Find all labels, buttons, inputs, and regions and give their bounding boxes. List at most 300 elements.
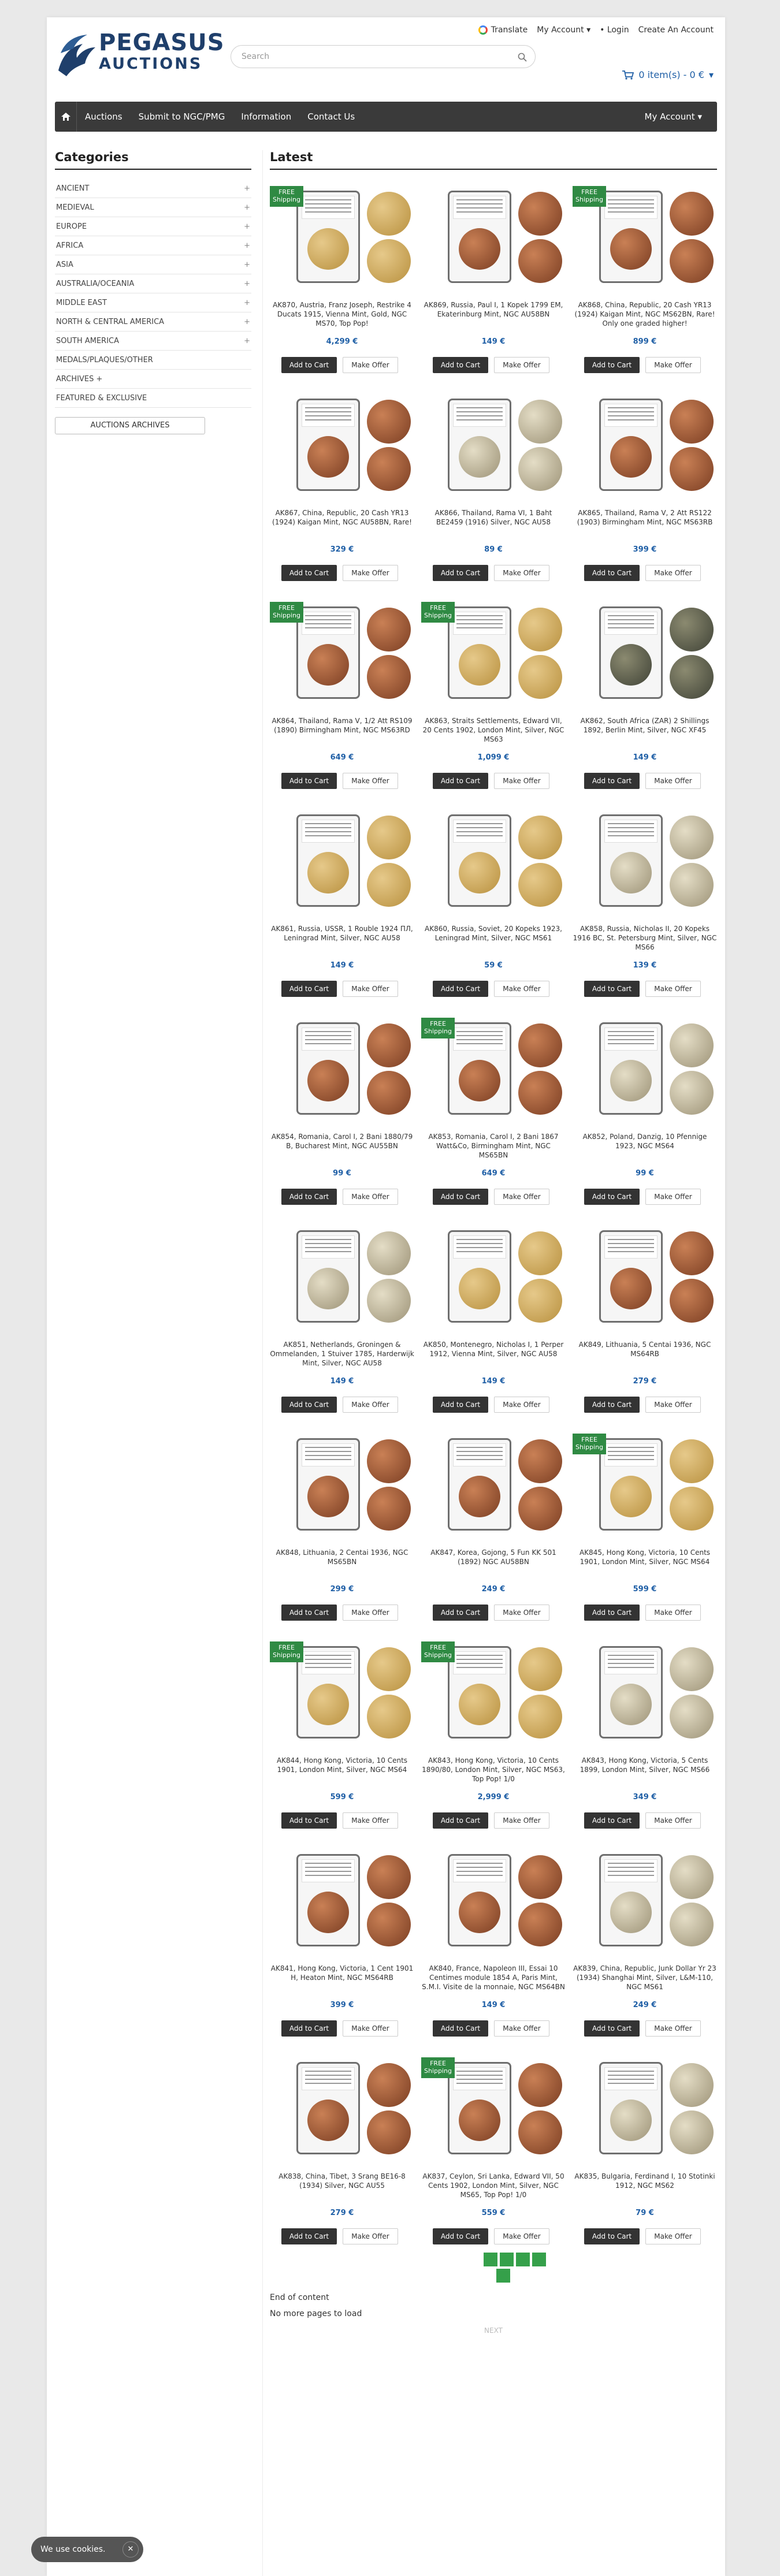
coin-reverse-image[interactable] [670, 2110, 714, 2154]
coin-obverse-image[interactable] [367, 816, 411, 859]
product-price: 599 € [330, 1793, 354, 1801]
slab-coin [459, 436, 500, 478]
category-item[interactable] [55, 332, 251, 351]
make-offer-button[interactable]: Make Offer [645, 357, 701, 373]
add-to-cart-button[interactable]: Add to Cart [281, 2020, 337, 2037]
product-card [270, 809, 414, 1005]
coin-reverse-image[interactable] [518, 1279, 562, 1323]
coin-reverse-image[interactable] [518, 1487, 562, 1531]
slab-label [453, 820, 506, 843]
product-title[interactable]: AK837, Ceylon, Sri Lanka, Edward VII, 50 Cents 1902, London Mint, Silver, NGC MS65, Top Pop! 1/0 [422, 2172, 564, 2199]
coin-obverse-image[interactable] [518, 1647, 562, 1691]
search-input[interactable] [231, 45, 536, 68]
product-title[interactable]: AK854, Romania, Carol I, 2 Bani 1880/79 B, Bucharest Mint, NGC AU55BN [271, 1133, 413, 1150]
category-item[interactable] [55, 255, 251, 274]
coin-obverse-image[interactable] [367, 1439, 411, 1483]
add-to-cart-button[interactable]: Add to Cart [433, 2228, 488, 2244]
category-item[interactable] [55, 293, 251, 312]
product-title[interactable]: AK843, Hong Kong, Victoria, 10 Cents 1890/80, London Mint, Silver, NGC MS63, Top Pop! 1/0 [422, 1756, 565, 1783]
product-card [573, 601, 717, 797]
expand-icon[interactable]: + [244, 298, 250, 307]
product-price: 649 € [330, 753, 354, 762]
product-price: 329 € [330, 545, 354, 554]
coin-reverse-image[interactable] [518, 2110, 562, 2154]
make-offer-button[interactable]: Make Offer [645, 565, 701, 581]
graded-coin-slab-image[interactable] [448, 1646, 511, 1739]
product-card [573, 1017, 717, 1213]
coin-reverse-image[interactable] [670, 1903, 714, 1946]
no-more-pages-text: No more pages to load [270, 2309, 362, 2318]
add-to-cart-button[interactable]: Add to Cart [281, 1605, 337, 1621]
graded-coin-slab-image[interactable] [296, 2062, 360, 2154]
product-card [421, 1017, 566, 1213]
product-title[interactable]: AK863, Straits Settlements, Edward VII, 20 Cents 1902, London Mint, Silver, NGC MS63 [422, 717, 564, 743]
coin-obverse-image[interactable] [518, 608, 562, 652]
page-title: Latest [270, 150, 717, 170]
category-label: ASIA [56, 260, 73, 269]
expand-icon[interactable]: + [244, 241, 250, 250]
slab-coin [459, 1684, 500, 1725]
coin-obverse-image[interactable] [670, 1023, 714, 1067]
slab-coin [610, 1892, 652, 1933]
product-title[interactable]: AK850, Montenegro, Nicholas I, 1 Perper 1912, Vienna Mint, Silver, NGC AU58 [423, 1341, 564, 1358]
close-icon[interactable]: ✕ [122, 2541, 139, 2558]
product-card [421, 1432, 566, 1629]
product-title[interactable]: AK848, Lithuania, 2 Centai 1936, NGC MS65BN [276, 1548, 408, 1566]
product-title[interactable]: AK843, Hong Kong, Victoria, 5 Cents 1899, London Mint, Silver, NGC MS66 [580, 1756, 710, 1774]
make-offer-button[interactable]: Make Offer [645, 2228, 701, 2244]
make-offer-button[interactable]: Make Offer [494, 1189, 549, 1205]
nav-my-account[interactable] [645, 111, 702, 122]
make-offer-button[interactable]: Make Offer [494, 1605, 549, 1621]
make-offer-button[interactable]: Make Offer [645, 773, 701, 789]
graded-coin-slab-image[interactable] [448, 191, 511, 283]
add-to-cart-button[interactable]: Add to Cart [433, 1605, 488, 1621]
coin-obverse-image[interactable] [670, 400, 714, 444]
slab-label [302, 196, 355, 219]
next-button[interactable]: NEXT [484, 2326, 503, 2335]
slab-label [302, 820, 355, 843]
product-title[interactable]: AK840, France, Napoleon III, Essai 10 Centimes module 1854 A, Paris Mint, S.M.I. Visite de la monnaie, NGC MS64BN [422, 1964, 565, 1991]
free-shipping-badge [270, 186, 303, 207]
make-offer-button[interactable]: Make Offer [343, 357, 398, 373]
page-link[interactable] [496, 2269, 510, 2283]
make-offer-button[interactable]: Make Offer [645, 1812, 701, 1829]
free-label: FREE [430, 1020, 446, 1028]
add-to-cart-button[interactable]: Add to Cart [433, 1397, 488, 1413]
add-to-cart-button[interactable]: Add to Cart [584, 1812, 640, 1829]
coin-reverse-image[interactable] [367, 1487, 411, 1531]
slab-coin [307, 228, 349, 270]
coin-reverse-image[interactable] [367, 863, 411, 907]
expand-icon[interactable]: + [244, 317, 250, 326]
coin-reverse-image[interactable] [518, 1071, 562, 1115]
graded-coin-slab-image[interactable] [448, 1022, 511, 1115]
coin-obverse-image[interactable] [367, 1647, 411, 1691]
graded-coin-slab-image[interactable] [296, 606, 360, 699]
make-offer-button[interactable]: Make Offer [343, 981, 398, 997]
coin-reverse-image[interactable] [670, 239, 714, 283]
add-to-cart-button[interactable]: Add to Cart [433, 565, 488, 581]
slab-coin [610, 852, 652, 894]
add-to-cart-button[interactable]: Add to Cart [281, 1812, 337, 1829]
add-to-cart-button[interactable]: Add to Cart [584, 1397, 640, 1413]
product-card [270, 601, 414, 797]
cart-summary: 0 item(s) - 0 € [638, 69, 704, 80]
graded-coin-slab-image[interactable] [296, 399, 360, 491]
add-to-cart-button[interactable]: Add to Cart [584, 357, 640, 373]
slab-coin [459, 228, 500, 270]
product-price: 559 € [481, 2209, 506, 2217]
graded-coin-slab-image[interactable] [599, 606, 663, 699]
my-account-link[interactable] [537, 25, 590, 35]
slab-label [302, 612, 355, 635]
coin-reverse-image[interactable] [518, 655, 562, 699]
graded-coin-slab-image[interactable] [296, 1646, 360, 1739]
make-offer-button[interactable]: Make Offer [343, 773, 398, 789]
coin-obverse-image[interactable] [367, 192, 411, 236]
coin-obverse-image[interactable] [670, 1855, 714, 1899]
product-title[interactable]: AK852, Poland, Danzig, 10 Pfennige 1923, NGC MS64 [582, 1133, 707, 1150]
make-offer-button[interactable]: Make Offer [645, 981, 701, 997]
slab-label [302, 1859, 355, 1882]
header [47, 17, 725, 98]
auctions-archives-button[interactable]: AUCTIONS ARCHIVES [55, 417, 205, 434]
make-offer-button[interactable]: Make Offer [343, 2228, 398, 2244]
page-link[interactable] [532, 2253, 546, 2266]
cookie-notice [31, 2537, 143, 2562]
make-offer-button[interactable]: Make Offer [343, 1189, 398, 1205]
product-title[interactable]: AK853, Romania, Carol I, 2 Bani 1867 Watt&Co, Birmingham Mint, NGC MS65BN [428, 1133, 559, 1159]
add-to-cart-button[interactable]: Add to Cart [584, 981, 640, 997]
coin-obverse-image[interactable] [518, 400, 562, 444]
add-to-cart-button[interactable]: Add to Cart [281, 981, 337, 997]
graded-coin-slab-image[interactable] [296, 814, 360, 907]
shipping-label: Shipping [424, 2067, 452, 2075]
coin-obverse-image[interactable] [670, 608, 714, 652]
make-offer-button[interactable]: Make Offer [343, 565, 398, 581]
shipping-label: Shipping [273, 196, 300, 203]
graded-coin-slab-image[interactable] [599, 1438, 663, 1531]
make-offer-button[interactable]: Make Offer [494, 1397, 549, 1413]
category-label: SOUTH AMERICA [56, 336, 120, 345]
expand-icon[interactable]: + [244, 184, 250, 193]
graded-coin-slab-image[interactable] [599, 2062, 663, 2154]
product-price: 249 € [633, 2001, 657, 2009]
coin-reverse-image[interactable] [670, 1071, 714, 1115]
free-shipping-badge [421, 602, 455, 623]
product-card [421, 1224, 566, 1421]
graded-coin-slab-image[interactable] [448, 1230, 511, 1323]
expand-icon[interactable]: + [244, 279, 250, 288]
coin-reverse-image[interactable] [670, 1695, 714, 1739]
category-item[interactable] [55, 312, 251, 332]
make-offer-button[interactable]: Make Offer [494, 1812, 549, 1829]
coin-reverse-image[interactable] [518, 863, 562, 907]
coin-reverse-image[interactable] [670, 1487, 714, 1531]
slab-label [302, 404, 355, 427]
coin-obverse-image[interactable] [518, 2063, 562, 2107]
make-offer-button[interactable]: Make Offer [343, 1397, 398, 1413]
coin-obverse-image[interactable] [518, 1855, 562, 1899]
nav-item-submit[interactable]: Submit to NGC/PMG [138, 111, 225, 122]
product-title[interactable]: AK866, Thailand, Rama VI, 1 Baht BE2459 (1916) Silver, NGC AU58 [434, 509, 552, 526]
add-to-cart-button[interactable]: Add to Cart [584, 2020, 640, 2037]
product-price: 279 € [633, 1377, 657, 1386]
make-offer-button[interactable]: Make Offer [494, 981, 549, 997]
product-title[interactable]: AK860, Russia, Soviet, 20 Kopeks 1923, Leningrad Mint, Silver, NGC MS61 [424, 925, 562, 942]
graded-coin-slab-image[interactable] [448, 814, 511, 907]
page-link[interactable] [500, 2253, 514, 2266]
coin-obverse-image[interactable] [367, 1023, 411, 1067]
graded-coin-slab-image[interactable] [448, 399, 511, 491]
make-offer-button[interactable]: Make Offer [494, 2020, 549, 2037]
slab-coin [459, 1268, 500, 1309]
product-title[interactable]: AK862, South Africa (ZAR) 2 Shillings 1892, Berlin Mint, Silver, NGC XF45 [580, 717, 710, 734]
graded-coin-slab-image[interactable] [599, 399, 663, 491]
graded-coin-slab-image[interactable] [296, 1854, 360, 1946]
category-item[interactable] [55, 217, 251, 236]
make-offer-button[interactable]: Make Offer [645, 1605, 701, 1621]
coin-obverse-image[interactable] [518, 192, 562, 236]
slab-coin [610, 644, 652, 686]
product-card [270, 185, 414, 381]
graded-coin-slab-image[interactable] [448, 606, 511, 699]
page-link[interactable] [516, 2253, 530, 2266]
free-shipping-badge [270, 602, 303, 623]
nav-item-auctions[interactable]: Auctions [85, 111, 122, 122]
slab-coin [459, 1476, 500, 1517]
coin-reverse-image[interactable] [367, 1903, 411, 1946]
category-item[interactable] [55, 198, 251, 217]
coin-obverse-image[interactable] [367, 1855, 411, 1899]
slab-label [302, 2067, 355, 2090]
graded-coin-slab-image[interactable] [296, 1022, 360, 1115]
coin-obverse-image[interactable] [367, 1231, 411, 1275]
category-label: ARCHIVES + [56, 374, 103, 384]
coin-obverse-image[interactable] [518, 1439, 562, 1483]
slab-coin [307, 852, 349, 894]
make-offer-button[interactable]: Make Offer [494, 565, 549, 581]
add-to-cart-button[interactable]: Add to Cart [584, 2228, 640, 2244]
graded-coin-slab-image[interactable] [296, 1438, 360, 1531]
add-to-cart-button[interactable]: Add to Cart [433, 2020, 488, 2037]
add-to-cart-button[interactable]: Add to Cart [433, 1812, 488, 1829]
product-title[interactable]: AK867, China, Republic, 20 Cash YR13 (1924) Kaigan Mint, NGC AU58BN, Rare! [272, 509, 412, 526]
add-to-cart-button[interactable]: Add to Cart [281, 2228, 337, 2244]
expand-icon[interactable]: + [244, 260, 250, 269]
category-item[interactable] [55, 370, 251, 389]
product-card [573, 1224, 717, 1421]
add-to-cart-button[interactable]: Add to Cart [433, 1189, 488, 1205]
product-card [573, 185, 717, 381]
nav-item-information[interactable]: Information [241, 111, 292, 122]
coin-reverse-image[interactable] [367, 1279, 411, 1323]
product-title[interactable]: AK849, Lithuania, 5 Centai 1936, NGC MS64RB [578, 1341, 711, 1358]
shopping-cart-icon [622, 70, 634, 80]
coin-obverse-image[interactable] [367, 608, 411, 652]
graded-coin-slab-image[interactable] [599, 191, 663, 283]
coin-obverse-image[interactable] [518, 1231, 562, 1275]
graded-coin-slab-image[interactable] [296, 191, 360, 283]
search-icon[interactable] [518, 53, 527, 62]
coin-obverse-image[interactable] [367, 400, 411, 444]
slab-coin [610, 1476, 652, 1517]
free-label: FREE [581, 1436, 597, 1443]
product-title[interactable]: AK847, Korea, Gojong, 5 Fun KK 501 (1892) NGC AU58BN [430, 1548, 556, 1566]
product-title[interactable]: AK839, China, Republic, Junk Dollar Yr 23 (1934) Shanghai Mint, Silver, L&M-110, NGC MS61 [573, 1964, 716, 1991]
category-item[interactable] [55, 351, 251, 370]
free-shipping-badge [421, 2057, 455, 2078]
add-to-cart-button[interactable]: Add to Cart [584, 1189, 640, 1205]
make-offer-button[interactable]: Make Offer [343, 1812, 398, 1829]
product-title[interactable]: AK844, Hong Kong, Victoria, 10 Cents 1901, London Mint, Silver, NGC MS64 [276, 1756, 408, 1774]
product-price: 2,999 € [477, 1793, 510, 1801]
graded-coin-slab-image[interactable] [599, 1022, 663, 1115]
expand-icon[interactable]: + [244, 336, 250, 345]
graded-coin-slab-image[interactable] [599, 814, 663, 907]
add-to-cart-button[interactable]: Add to Cart [281, 1189, 337, 1205]
category-item[interactable] [55, 389, 251, 408]
slab-label [604, 1235, 658, 1259]
graded-coin-slab-image[interactable] [448, 1438, 511, 1531]
make-offer-button[interactable]: Make Offer [494, 357, 549, 373]
make-offer-button[interactable]: Make Offer [645, 1397, 701, 1413]
nav-item-contact[interactable]: Contact Us [307, 111, 355, 122]
graded-coin-slab-image[interactable] [599, 1646, 663, 1739]
coin-reverse-image[interactable] [518, 1695, 562, 1739]
coin-reverse-image[interactable] [518, 239, 562, 283]
shipping-label: Shipping [273, 1651, 300, 1659]
add-to-cart-button[interactable]: Add to Cart [433, 773, 488, 789]
slab-label [604, 1651, 658, 1674]
product-card [270, 2056, 414, 2253]
coin-reverse-image[interactable] [670, 655, 714, 699]
coin-reverse-image[interactable] [367, 2110, 411, 2154]
slab-label [604, 612, 658, 635]
coin-reverse-image[interactable] [367, 1695, 411, 1739]
add-to-cart-button[interactable]: Add to Cart [281, 565, 337, 581]
graded-coin-slab-image[interactable] [296, 1230, 360, 1323]
product-title[interactable]: AK845, Hong Kong, Victoria, 10 Cents 1901, London Mint, Silver, NGC MS64 [579, 1548, 711, 1566]
graded-coin-slab-image[interactable] [448, 2062, 511, 2154]
product-title[interactable]: AK865, Thailand, Rama V, 2 Att RS122 (1903) Birmingham Mint, NGC MS63RB [577, 509, 713, 526]
slab-coin [307, 644, 349, 686]
caret-down-icon: ▾ [708, 69, 714, 80]
product-title[interactable]: AK861, Russia, USSR, 1 Rouble 1924 ПЛ, Leningrad Mint, Silver, NGC AU58 [271, 925, 413, 942]
free-label: FREE [581, 188, 597, 196]
product-price: 99 € [333, 1169, 351, 1178]
add-to-cart-button[interactable]: Add to Cart [584, 565, 640, 581]
product-title[interactable]: AK868, China, Republic, 20 Cash YR13 (1924) Kaigan Mint, NGC MS62BN, Rare! Only one graded higher! [574, 301, 715, 327]
product-title[interactable]: AK869, Russia, Paul I, 1 Kopek 1799 EM, Ekaterinburg Mint, NGC AU58BN [424, 301, 563, 318]
coin-obverse-image[interactable] [367, 2063, 411, 2107]
coin-reverse-image[interactable] [367, 239, 411, 283]
make-offer-button[interactable]: Make Offer [645, 2020, 701, 2037]
product-card [573, 809, 717, 1005]
product-price: 79 € [636, 2209, 654, 2217]
add-to-cart-button[interactable]: Add to Cart [281, 1397, 337, 1413]
slab-label [604, 196, 658, 219]
product-title[interactable]: AK864, Thailand, Rama V, 1/2 Att RS109 (1890) Birmingham Mint, NGC MS63RD [272, 717, 413, 734]
translate-link[interactable] [478, 25, 528, 35]
product-title[interactable]: AK870, Austria, Franz Joseph, Restrike 4 Ducats 1915, Vienna Mint, Gold, NGC MS70, Top Pop! [273, 301, 411, 327]
add-to-cart-button[interactable]: Add to Cart [433, 357, 488, 373]
graded-coin-slab-image[interactable] [448, 1854, 511, 1946]
page-link[interactable] [484, 2253, 497, 2266]
graded-coin-slab-image[interactable] [599, 1230, 663, 1323]
product-card [573, 1640, 717, 1837]
category-item[interactable] [55, 179, 251, 198]
category-label: MIDDLE EAST [56, 298, 107, 307]
coin-reverse-image[interactable] [367, 1071, 411, 1115]
add-to-cart-button[interactable]: Add to Cart [281, 357, 337, 373]
slab-coin [610, 1268, 652, 1309]
home-button[interactable] [55, 102, 77, 132]
expand-icon[interactable]: + [244, 222, 250, 231]
make-offer-button[interactable]: Make Offer [343, 2020, 398, 2037]
login-link[interactable] [600, 25, 629, 35]
add-to-cart-button[interactable]: Add to Cart [281, 773, 337, 789]
product-title[interactable]: AK841, Hong Kong, Victoria, 1 Cent 1901 H, Heaton Mint, NGC MS64RB [270, 1964, 414, 1982]
product-price: 399 € [633, 545, 657, 554]
slab-label [302, 1651, 355, 1674]
product-price: 279 € [330, 2209, 354, 2217]
slab-label [453, 404, 506, 427]
add-to-cart-button[interactable]: Add to Cart [584, 1605, 640, 1621]
make-offer-button[interactable]: Make Offer [494, 2228, 549, 2244]
product-title[interactable]: AK858, Russia, Nicholas II, 20 Kopeks 1916 BC, St. Petersburg Mint, Silver, NGC MS66 [573, 925, 717, 951]
make-offer-button[interactable]: Make Offer [343, 1605, 398, 1621]
expand-icon[interactable]: + [244, 203, 250, 212]
product-title[interactable]: AK851, Netherlands, Groningen & Ommelanden, 1 Stuiver 1785, Harderwijk Mint, Silver, NGC AU58 [270, 1341, 414, 1367]
create-account-link[interactable]: Create An Account [638, 25, 714, 35]
category-item[interactable] [55, 274, 251, 293]
category-item[interactable] [55, 236, 251, 255]
coin-reverse-image[interactable] [518, 447, 562, 491]
graded-coin-slab-image[interactable] [599, 1854, 663, 1946]
product-title[interactable]: AK835, Bulgaria, Ferdinand I, 10 Stotinki 1912, NGC MS62 [574, 2172, 715, 2190]
add-to-cart-button[interactable]: Add to Cart [584, 773, 640, 789]
coin-reverse-image[interactable] [518, 1903, 562, 1946]
slab-coin [459, 644, 500, 686]
product-price: 249 € [481, 1585, 506, 1594]
coin-obverse-image[interactable] [670, 1647, 714, 1691]
coin-reverse-image[interactable] [367, 447, 411, 491]
coin-reverse-image[interactable] [367, 655, 411, 699]
coin-obverse-image[interactable] [670, 2063, 714, 2107]
coin-obverse-image[interactable] [518, 816, 562, 859]
page [47, 17, 725, 2576]
slab-label [453, 612, 506, 635]
coin-obverse-image[interactable] [670, 1231, 714, 1275]
coin-reverse-image[interactable] [670, 447, 714, 491]
product-title[interactable]: AK838, China, Tibet, 3 Srang BE16-8 (1934) Silver, NGC AU55 [278, 2172, 406, 2190]
logo[interactable] [55, 25, 224, 85]
slab-label [453, 1028, 506, 1051]
product-price: 59 € [484, 961, 503, 970]
coin-reverse-image[interactable] [670, 1279, 714, 1323]
coin-obverse-image[interactable] [518, 1023, 562, 1067]
cart-button[interactable] [622, 69, 714, 80]
coin-reverse-image[interactable] [670, 863, 714, 907]
coin-obverse-image[interactable] [670, 816, 714, 859]
coin-obverse-image[interactable] [670, 192, 714, 236]
make-offer-button[interactable]: Make Offer [494, 773, 549, 789]
coin-obverse-image[interactable] [670, 1439, 714, 1483]
add-to-cart-button[interactable]: Add to Cart [433, 981, 488, 997]
make-offer-button[interactable]: Make Offer [645, 1189, 701, 1205]
